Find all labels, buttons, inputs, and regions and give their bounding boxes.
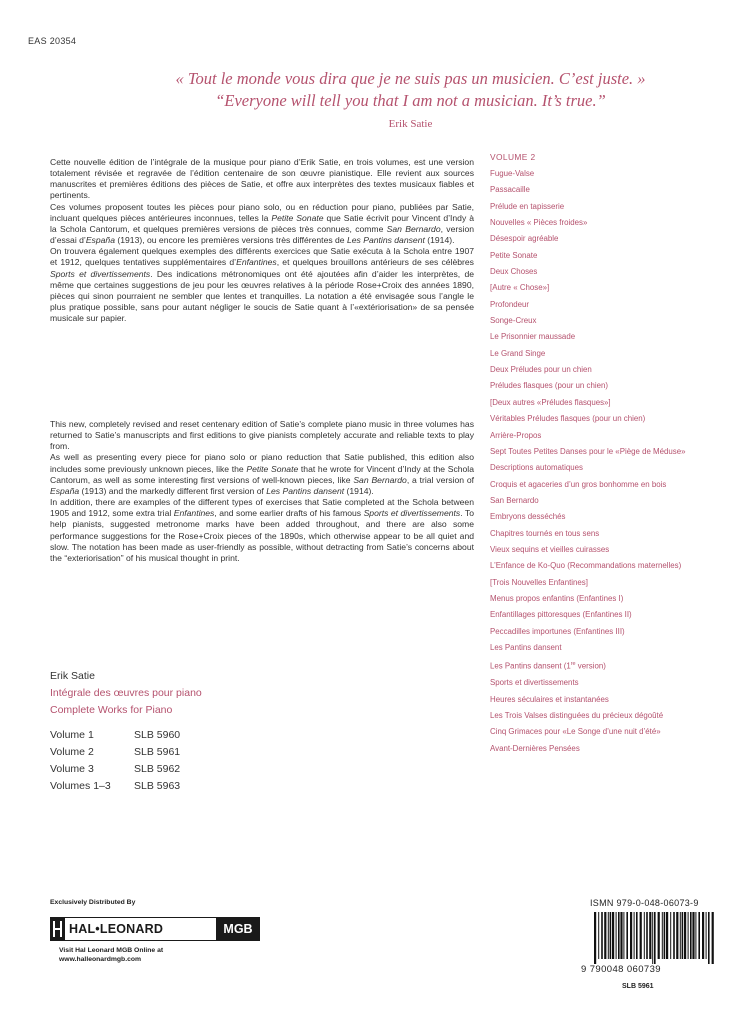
contents-heading: VOLUME 2: [490, 152, 536, 162]
contents-item: Enfantillages pittoresques (Enfantines II): [490, 610, 632, 620]
volume-list: [50, 727, 180, 795]
french-paragraph-3: On trouvera également quelques exemples des différents exercices que Satie exécuta à la Schola entre 1907 et 1912, quelques tentatives supplémentaires d’Enfantines, et quelques brouillons antérieurs de ses célèbres Sports et divertissements. Des indications métronomiques ont été ajoutées afin d’aider les interprètes, de même que certaines suggestions de jeu pour les œuvres relatives à la période Rose+Croix des années 1890, pièces qui sinon pourraient ne sembler que lentes et tranquilles. La notation a été envisagée sous l’angle le plus pratique possible, sans pour autant négliger le soucis de Satie quant à l’«extériorisation» de sa pensée musicale sur papier.: [50, 246, 474, 324]
contents-item: Deux Choses: [490, 267, 538, 277]
contents-item: Heures séculaires et instantanées: [490, 694, 609, 704]
ismn-number: ISMN 979-0-048-06073-9: [590, 898, 699, 908]
contents-item: Profondeur: [490, 299, 530, 309]
contents-item: Avant-Dernières Pensées: [490, 743, 580, 753]
contents-item: Véritables Préludes flasques (pour un chien): [490, 414, 646, 424]
barcode-icon: [592, 912, 714, 964]
contents-item: Les Trois Valses distinguées du précieux dégoûté: [490, 710, 664, 720]
contents-item: Croquis et agaceries d’un gros bonhomme en bois: [490, 479, 667, 489]
epigraph: [0, 68, 751, 130]
contents-item: Embryons desséchés: [490, 512, 566, 522]
barcode-number: 9 790048 060739: [581, 964, 661, 975]
volume-row: [50, 744, 180, 761]
french-paragraph-2: Ces volumes proposent toutes les pièces pour piano solo, ou en réduction pour piano, publiées par Satie, incluant quelques pièces antérieures inconnues, telles la Petite Sonate que Satie écrivit pour Vincent d’Indy à la Schola Cantorum, et quelques premières versions de pièces très connues, comme San Bernardo, version d’essai d’España (1913), ou encore les premières versions très différentes de Les Pantins dansent (1914).: [50, 201, 475, 246]
volume-code: SLB 5960: [134, 729, 181, 741]
volume-name: Volume 3: [50, 763, 94, 775]
quote-french: « Tout le monde vous dira que je ne suis pas un musicien. C’est juste. »: [175, 69, 646, 88]
logo-text: HAL•LEONARD: [65, 917, 216, 941]
contents-list: [490, 150, 738, 757]
series-title-french: Intégrale des œuvres pour piano: [50, 687, 202, 699]
contents-item: Sept Toutes Petites Danses pour le «Piège de Méduse»: [490, 446, 686, 456]
contents-item: Descriptions automatiques: [490, 463, 583, 473]
volume-name: Volumes 1–3: [50, 780, 111, 792]
volume-name: Volume 1: [50, 729, 94, 741]
quote-english: “Everyone will tell you that I am not a musician. It’s true.”: [215, 91, 606, 110]
logo-mgb: MGB: [216, 917, 260, 941]
contents-item: Vieux sequins et vieilles cuirasses: [490, 544, 610, 554]
visit-text: Visit Hal Leonard MGB Online at: [59, 947, 164, 954]
english-paragraph-1: This new, completely revised and reset centenary edition of Satie’s complete piano music in three volumes has returned to Satie’s manuscripts and first editions to give pianists completely accurate and reliable texts to play from.: [50, 419, 474, 452]
contents-item: Sports et divertissements: [490, 678, 579, 688]
contents-item: [Trois Nouvelles Enfantines]: [490, 577, 588, 587]
distributor-label: Exclusively Distributed By: [50, 899, 136, 906]
hal-leonard-mgb-logo: [50, 917, 260, 941]
catalog-code: EAS 20354: [28, 36, 77, 46]
series-title-english: Complete Works for Piano: [50, 704, 173, 716]
contents-item: San Bernardo: [490, 495, 539, 505]
english-paragraph-2: As well as presenting every piece for piano solo or piano reduction that Satie published, this edition also includes some previously unknown pieces, like the Petite Sonate that he wrote for Vincent d’Indy at the Schola Cantorum, as well as some interesting first versions of well-known pieces, like San Bernardo, a trial version of España (1913) and the markedly different first version of Les Pantins dansent (1914).: [50, 452, 475, 496]
contents-item: Arrière-Propos: [490, 430, 542, 440]
contents-item: Les Pantins dansent: [490, 642, 562, 652]
contents-item: Le Prisonnier maussade: [490, 332, 576, 342]
contents-item: Chapitres tournés en tous sens: [490, 528, 600, 538]
volume-code: SLB 5962: [134, 763, 181, 775]
catalog-number: SLB 5961: [622, 983, 654, 990]
contents-item: [Deux autres «Préludes flasques»]: [490, 397, 611, 407]
contents-item: Fugue-Valse: [490, 169, 535, 178]
contents-item: Menus propos enfantins (Enfantines I): [490, 593, 624, 603]
logo-mark-icon: [50, 917, 65, 941]
contents-item: Le Grand Singe: [490, 348, 546, 358]
volume-row: [50, 778, 180, 795]
contents-item: Songe-Creux: [490, 316, 537, 326]
contents-item: Peccadilles importunes (Enfantines III): [490, 626, 625, 636]
contents-item: Les Pantins dansent (1re version): [490, 661, 606, 671]
quote-author: Erik Satie: [388, 118, 433, 130]
english-paragraph-3: In addition, there are examples of the different types of exercises that Satie completed at the Schola between 1905 and 1912, some extra trial Enfantines, and some earlier drafts of his famous Sports et divertissements. To help pianists, suggested metronome marks have been added throughout, and there are also some performance suggestions for the Rose+Croix pieces of the 1890s, which otherwise appear to be all quiet and slow. The notation has been made as user-friendly as possible, without detracting from Satie’s concerns about the “exteriorisation” of his musical thought in print.: [50, 497, 474, 563]
contents-item: L’Enfance de Ko-Quo (Recommandations maternelles): [490, 561, 682, 571]
series-info: [50, 668, 202, 719]
volume-name: Volume 2: [50, 746, 94, 758]
volume-code: SLB 5961: [134, 746, 181, 758]
french-paragraph-1: Cette nouvelle édition de l’intégrale de la musique pour piano d’Erik Satie, en trois volumes, est une version totalement révisée et regravée de l’édition centenaire de son œuvre pianistique. Elle revient aux sources manuscrites et premières éditions des pièces de Satie, et offre aux interprètes des textes musicaux fiables et pertinents.: [50, 157, 474, 201]
contents-item: Nouvelles « Pièces froides»: [490, 218, 588, 228]
contents-item: Préludes flasques (pour un chien): [490, 381, 608, 391]
website-info: [59, 946, 163, 964]
volume-code: SLB 5963: [134, 780, 181, 792]
contents-item: Passacaille: [490, 185, 530, 195]
contents-item: Prélude en tapisserie: [490, 201, 565, 211]
contents-item: Petite Sonate: [490, 250, 538, 260]
volume-row: [50, 761, 180, 778]
english-description: [50, 419, 474, 564]
series-author: Erik Satie: [50, 670, 95, 682]
contents-item: Deux Préludes pour un chien: [490, 365, 592, 375]
website-url[interactable]: www.halleonardmgb.com: [59, 956, 142, 963]
contents-item: [Autre « Chose»]: [490, 283, 550, 293]
volume-row: [50, 727, 180, 744]
french-description: [50, 157, 474, 324]
contents-item: Désespoir agréable: [490, 234, 559, 244]
contents-item: Cinq Grimaces pour «Le Songe d’une nuit d’été»: [490, 727, 661, 737]
